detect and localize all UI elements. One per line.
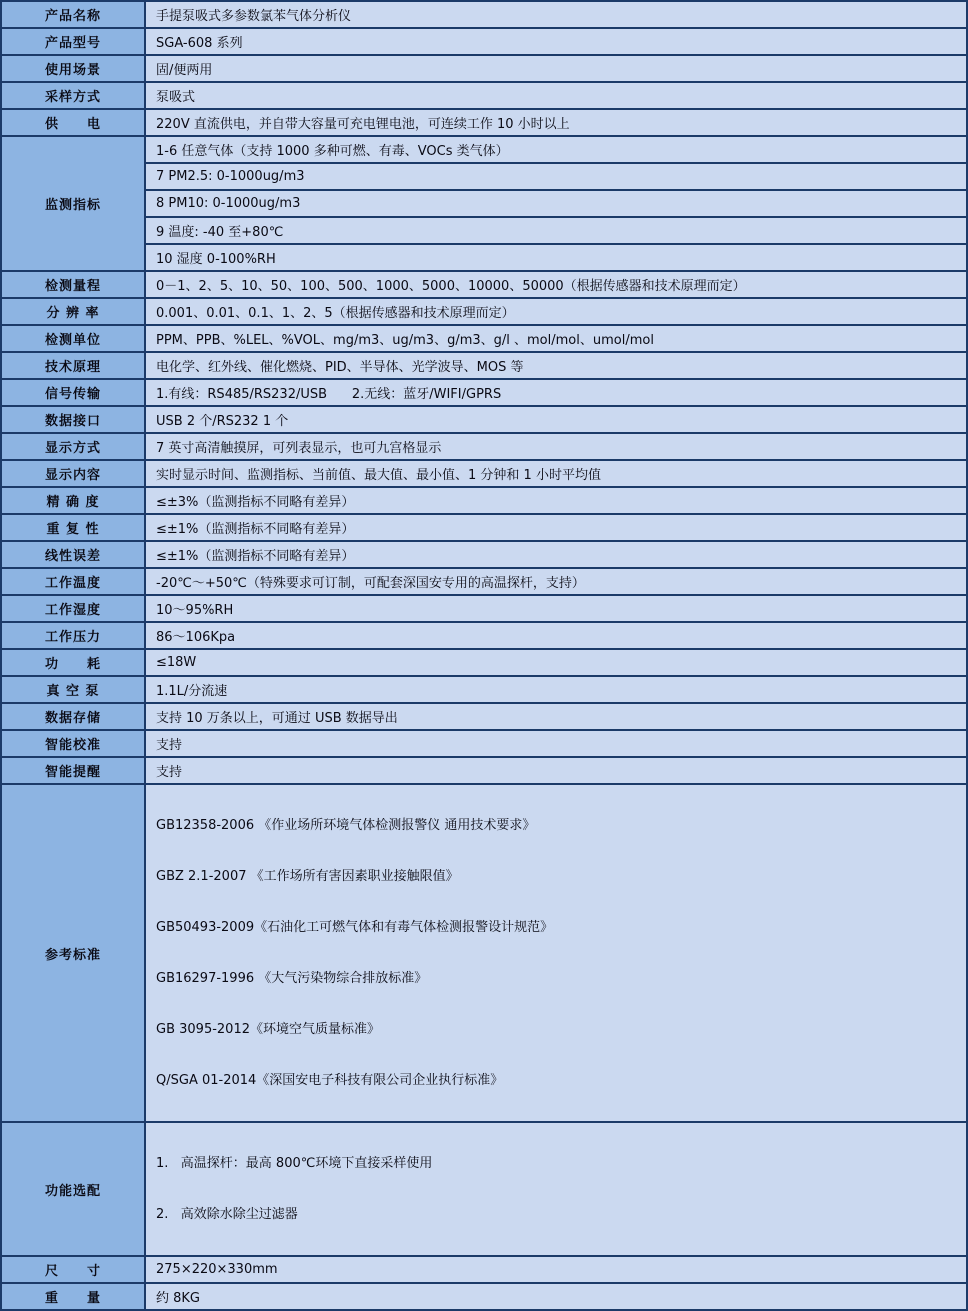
row-label-power-supply: 供 电	[1, 109, 145, 136]
row-value-signal-transmission: 1.有线：RS485/RS232/USB 2.无线：蓝牙/WIFI/GPRS	[145, 379, 967, 406]
row-value-weight: 约 8KG	[145, 1283, 967, 1310]
table-row	[1, 136, 967, 163]
row-value-repeatability: ≤±1%（监测指标不同略有差异）	[145, 514, 967, 541]
row-value-monitor-indicator-1: 1-6 任意气体（支持 1000 多种可燃、有毒、VOCs 类气体）	[145, 136, 967, 163]
row-label-optional-features: 功能选配	[1, 1122, 145, 1256]
table-row	[1, 1283, 967, 1310]
table-row	[1, 622, 967, 649]
row-value-data-storage: 支持 10 万条以上，可通过 USB 数据导出	[145, 703, 967, 730]
row-label-weight: 重 量	[1, 1283, 145, 1310]
table-row	[1, 784, 967, 1122]
table-row	[1, 190, 967, 217]
table-row	[1, 649, 967, 676]
table-row	[1, 757, 967, 784]
row-label-product-name: 产品名称	[1, 1, 145, 28]
row-label-display-mode: 显示方式	[1, 433, 145, 460]
table-row	[1, 568, 967, 595]
row-label-signal-transmission: 信号传输	[1, 379, 145, 406]
row-value-display-content: 实时显示时间、监测指标、当前值、最大值、最小值、1 分钟和 1 小时平均值	[145, 460, 967, 487]
optional-feature-line: 1. 高温探杆：最高 800℃环境下直接采样使用	[156, 1156, 433, 1171]
row-value-vacuum-pump: 1.1L/分流速	[145, 676, 967, 703]
row-label-power-consumption: 功 耗	[1, 649, 145, 676]
table-row	[1, 28, 967, 55]
standard-line: GB 3095-2012《环境空气质量标准》	[156, 1022, 380, 1037]
row-label-resolution: 分 辨 率	[1, 298, 145, 325]
row-value-sampling-method: 泵吸式	[145, 82, 967, 109]
row-label-working-humidity: 工作湿度	[1, 595, 145, 622]
table-row	[1, 676, 967, 703]
table-row	[1, 379, 967, 406]
row-value-power-consumption: ≤18W	[145, 649, 967, 676]
table-row	[1, 1, 967, 28]
row-value-monitor-indicator-3: 8 PM10: 0-1000ug/m3	[145, 190, 967, 217]
optional-feature-line: 2. 高效除水除尘过滤器	[156, 1207, 298, 1222]
row-value-product-name: 手提泵吸式多参数氯苯气体分析仪	[145, 1, 967, 28]
row-value-detection-range: 0－1、2、5、10、50、100、500、1000、5000、10000、50000（根据传感器和技术原理而定）	[145, 271, 967, 298]
table-row	[1, 406, 967, 433]
table-row	[1, 298, 967, 325]
row-value-smart-calibration: 支持	[145, 730, 967, 757]
row-value-optional-features	[145, 1122, 967, 1256]
table-row	[1, 1256, 967, 1283]
row-label-working-pressure: 工作压力	[1, 622, 145, 649]
row-value-detection-unit: PPM、PPB、%LEL、%VOL、mg/m3、ug/m3、g/m3、g/l 、mol/mol、umol/mol	[145, 325, 967, 352]
row-label-detection-range: 检测量程	[1, 271, 145, 298]
row-value-smart-reminder: 支持	[145, 757, 967, 784]
table-row	[1, 703, 967, 730]
row-label-product-model: 产品型号	[1, 28, 145, 55]
table-row	[1, 541, 967, 568]
row-label-use-scene: 使用场景	[1, 55, 145, 82]
row-value-linearity-error: ≤±1%（监测指标不同略有差异）	[145, 541, 967, 568]
row-label-detection-unit: 检测单位	[1, 325, 145, 352]
row-label-display-content: 显示内容	[1, 460, 145, 487]
row-value-accuracy: ≤±3%（监测指标不同略有差异）	[145, 487, 967, 514]
table-row	[1, 325, 967, 352]
table-row	[1, 352, 967, 379]
row-value-monitor-indicator-2: 7 PM2.5: 0-1000ug/m3	[145, 163, 967, 190]
table-row	[1, 55, 967, 82]
row-label-monitor-indicators: 监测指标	[1, 136, 145, 271]
row-label-linearity-error: 线性误差	[1, 541, 145, 568]
standard-line: GB16297-1996 《大气污染物综合排放标准》	[156, 971, 428, 986]
row-value-working-temperature: -20℃～+50℃（特殊要求可订制，可配套深国安专用的高温探杆，支持）	[145, 568, 967, 595]
table-row	[1, 433, 967, 460]
row-value-use-scene: 固/便两用	[145, 55, 967, 82]
standard-line: GBZ 2.1-2007 《工作场所有害因素职业接触限值》	[156, 869, 459, 884]
table-row	[1, 730, 967, 757]
row-value-display-mode: 7 英寸高清触摸屏，可列表显示，也可九宫格显示	[145, 433, 967, 460]
row-label-dimensions: 尺 寸	[1, 1256, 145, 1283]
row-value-working-humidity: 10～95%RH	[145, 595, 967, 622]
row-value-working-pressure: 86～106Kpa	[145, 622, 967, 649]
table-row	[1, 595, 967, 622]
table-row	[1, 163, 967, 190]
row-label-accuracy: 精 确 度	[1, 487, 145, 514]
row-value-data-interface: USB 2 个/RS232 1 个	[145, 406, 967, 433]
table-row	[1, 109, 967, 136]
standard-line: Q/SGA 01-2014《深国安电子科技有限公司企业执行标准》	[156, 1073, 504, 1088]
standard-line: GB12358-2006 《作业场所环境气体检测报警仪 通用技术要求》	[156, 818, 536, 833]
row-label-working-temperature: 工作温度	[1, 568, 145, 595]
table-row	[1, 460, 967, 487]
row-label-smart-calibration: 智能校准	[1, 730, 145, 757]
table-row	[1, 82, 967, 109]
row-label-data-storage: 数据存储	[1, 703, 145, 730]
row-label-reference-standards: 参考标准	[1, 784, 145, 1122]
row-value-power-supply: 220V 直流供电，并自带大容量可充电锂电池，可连续工作 10 小时以上	[145, 109, 967, 136]
table-row	[1, 487, 967, 514]
table-row	[1, 244, 967, 271]
row-value-resolution: 0.001、0.01、0.1、1、2、5（根据传感器和技术原理而定）	[145, 298, 967, 325]
row-value-tech-principle: 电化学、红外线、催化燃烧、PID、半导体、光学波导、MOS 等	[145, 352, 967, 379]
standard-line: GB50493-2009《石油化工可燃气体和有毒气体检测报警设计规范》	[156, 920, 554, 935]
table-row	[1, 217, 967, 244]
row-label-smart-reminder: 智能提醒	[1, 757, 145, 784]
row-value-reference-standards	[145, 784, 967, 1122]
table-row	[1, 271, 967, 298]
row-label-vacuum-pump: 真 空 泵	[1, 676, 145, 703]
row-value-product-model: SGA-608 系列	[145, 28, 967, 55]
row-value-monitor-indicator-5: 10 湿度 0-100%RH	[145, 244, 967, 271]
table-row	[1, 514, 967, 541]
row-value-dimensions: 275×220×330mm	[145, 1256, 967, 1283]
row-label-sampling-method: 采样方式	[1, 82, 145, 109]
row-label-tech-principle: 技术原理	[1, 352, 145, 379]
row-label-repeatability: 重 复 性	[1, 514, 145, 541]
row-value-monitor-indicator-4: 9 温度: -40 至+80℃	[145, 217, 967, 244]
table-row	[1, 1122, 967, 1256]
row-label-data-interface: 数据接口	[1, 406, 145, 433]
